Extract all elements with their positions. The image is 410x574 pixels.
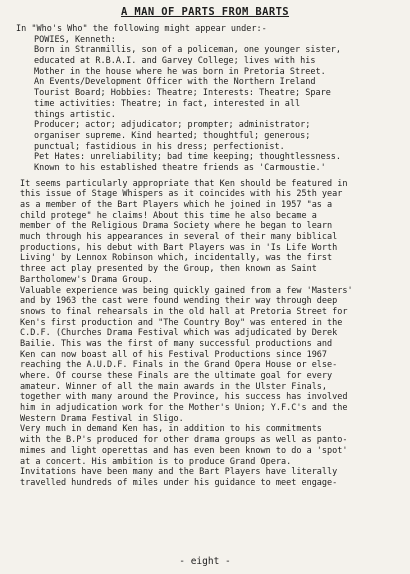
paragraph-line: where. Of course these Finals are the ultimate goal for every xyxy=(20,371,333,381)
paragraph-2 xyxy=(0,286,410,425)
entry-name: POWIES, Kenneth: xyxy=(34,34,116,45)
paragraph-line: C.D.F. (Churches Drama Festival which was adjudicated by Derek xyxy=(20,328,338,339)
paragraph-line: Ken's first production and "The Country Boy" was entered in the xyxy=(20,317,343,328)
paragraph-line: him in adjudication work for the Mother's Union; Y.F.C's and the xyxy=(20,403,348,414)
intro-line: In "Who's Who" the following might appear under:- xyxy=(16,24,267,34)
paragraph-3 xyxy=(0,424,410,467)
paragraph-line: together with many around the Province, his success has involved xyxy=(20,392,348,403)
paragraph-line: member of the Religious Drama Society where he began to learn xyxy=(20,221,333,232)
page-title: A MAN OF PARTS FROM BARTS xyxy=(120,6,290,18)
paragraph-line: Very much in demand Ken has, in addition to his commitments xyxy=(20,424,322,435)
paragraph-line: three act play presented by the Group, then known as Saint xyxy=(20,264,317,275)
entry-line: things artistic. xyxy=(34,109,116,120)
entry-line: Tourist Board; Hobbies: Theatre; Interests: Theatre; Spare xyxy=(34,88,331,99)
entry-line: educated at R.B.A.I. and Garvey College; lives with his xyxy=(34,56,316,67)
entry-line: An Events/Development Officer with the Northern Ireland xyxy=(34,77,316,88)
paragraph-line: child protege" he claims! About this time he also became a xyxy=(20,210,317,221)
paragraph-line: Western Drama Festival in Sligo. xyxy=(20,413,184,424)
paragraph-4 xyxy=(0,467,410,488)
paragraph-line: and by 1963 the cast were found wending their way through deep xyxy=(20,296,338,307)
paragraph-line: snows to final rehearsals in the old hall at Pretoria Street for xyxy=(20,306,348,317)
paragraph-line: Living' by Lennox Robinson which, incidentally, was the first xyxy=(20,253,333,264)
entry-line: Producer; actor; adjudicator; prompter; administrator; xyxy=(34,120,311,131)
paragraph-line: Invitations have been many and the Bart Players have literally xyxy=(20,467,338,478)
paragraph-line: amateur. Winner of all the main awards in the Ulster Finals, xyxy=(20,381,328,392)
paragraph-line: Bailie. This was the first of many successful productions and xyxy=(20,338,333,349)
entry-line: Born in Stranmillis, son of a policeman, one younger sister, xyxy=(34,45,342,56)
paragraph-line: with the B.P's produced for other drama groups as well as panto- xyxy=(20,435,348,446)
paragraph-line: at a concert. His ambition is to produce Grand Opera. xyxy=(20,456,292,467)
page-number: - eight - xyxy=(179,556,231,567)
whos-who-entry xyxy=(0,35,410,174)
entry-line: organiser supreme. Kind hearted; thoughtful; generous; xyxy=(34,130,311,141)
paragraph-line: productions, his debut with Bart Players was in 'Is Life Worth xyxy=(20,242,338,253)
paragraph-line: travelled hundreds of miles under his guidance to meet engage- xyxy=(20,477,338,488)
entry-line: Known to his established theatre friends as 'Carmoustie.' xyxy=(34,162,326,173)
entry-line: Mother in the house where he was born in Pretoria Street. xyxy=(34,66,326,77)
paragraph-line: Ken can now boast all of his Festival Productions since 1967 xyxy=(20,349,328,360)
entry-line: punctual; fastidious in his dress; perfectionist. xyxy=(34,141,285,152)
entry-line: time activities: Theatre; in fact, interested in all xyxy=(34,98,301,109)
paragraph-line: reaching the A.U.D.F. Finals in the Grand Opera House or else- xyxy=(20,360,338,371)
paragraph-1 xyxy=(0,179,410,286)
paragraph-line: this issue of Stage Whispers as it coincides with his 25th year xyxy=(20,189,343,200)
paragraph-line: Bartholomew's Drama Group. xyxy=(20,274,154,285)
paragraph-line: much through his appearances in several of their many biblical xyxy=(20,232,338,243)
paragraph-line: Valuable experience was being quickly gained from a few 'Masters' xyxy=(20,285,353,296)
paragraph-line: mimes and light operettas and has even been known to do a 'spot' xyxy=(20,445,348,456)
paragraph-line: It seems particularly appropriate that Ken should be featured in xyxy=(20,178,348,189)
entry-line: Pet Hates: unreliability; bad time keeping; thoughtlessness. xyxy=(34,152,342,163)
article-body xyxy=(0,24,410,489)
paragraph-line: as a member of the Bart Players which he joined in 1957 "as a xyxy=(20,200,333,210)
